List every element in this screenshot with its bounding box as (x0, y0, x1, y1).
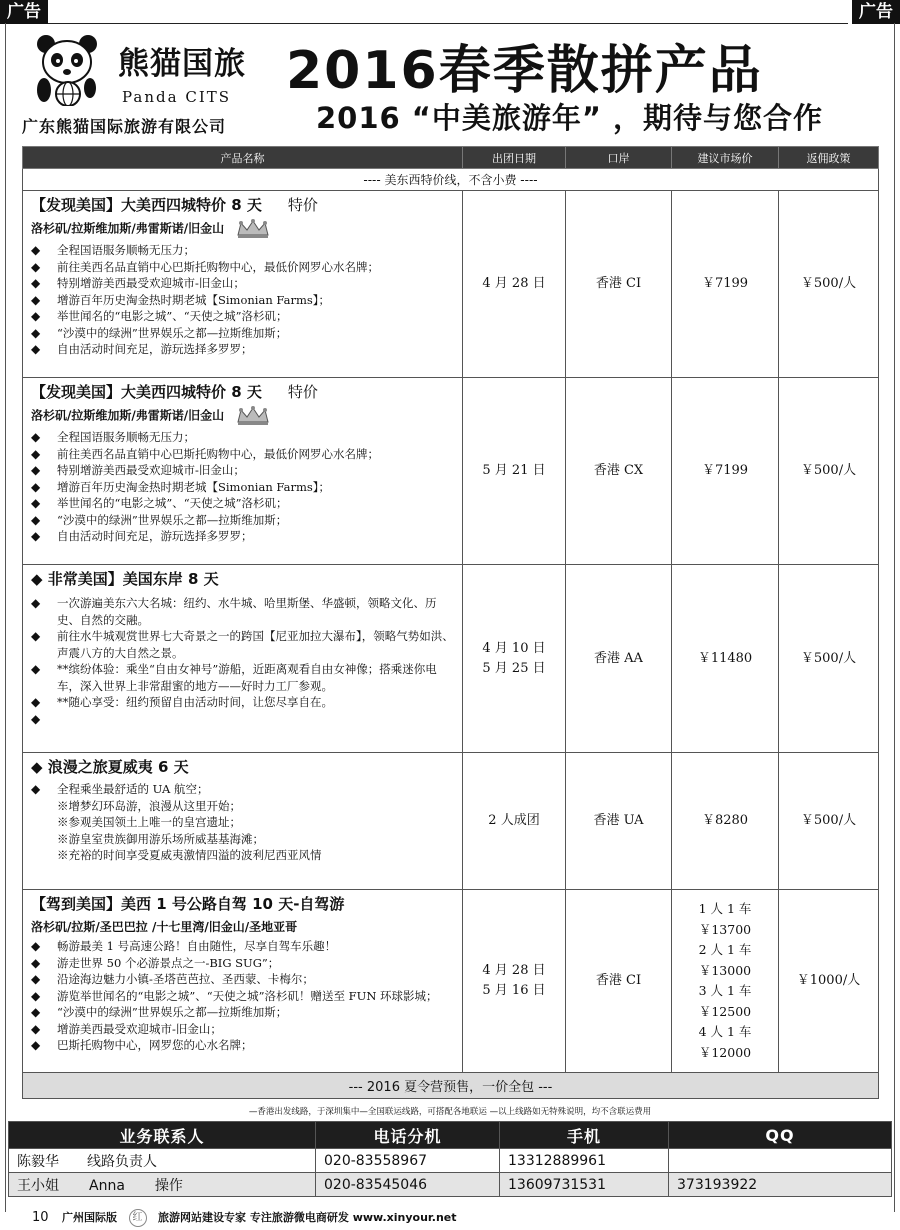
table-footer-row (23, 1073, 879, 1099)
page-headline: 2016春季散拼产品 (286, 41, 763, 101)
list-item: ◆ 全程乘坐最舒适的 UA 航空； (31, 781, 456, 798)
feature-list (31, 781, 456, 864)
price-cell: ￥11480 (672, 565, 779, 753)
product-title (31, 381, 456, 402)
list-item: ◆ “沙漠中的绿洲”世界娱乐之都—拉斯维加斯； (31, 1004, 456, 1021)
contact-mobile: 13609731531 (500, 1173, 669, 1197)
list-item: ◆ 特别增游美西最受欢迎城市-旧金山； (31, 462, 456, 479)
page-number: 10 (32, 1210, 49, 1225)
commission-cell: ￥500/人 (779, 378, 879, 565)
date-line: 4 月 28 日 (482, 963, 546, 978)
product-title: ◆ 浪漫之旅夏威夷 6 天 (31, 758, 189, 776)
price-line: 4 人 1 车 (698, 1024, 752, 1039)
special-tag: 特价 (287, 383, 318, 401)
logo-chinese-name: 熊猫国旅 (118, 46, 246, 82)
list-item: ◆ 举世闻名的“电影之城”、“天使之城”洛杉矶； (31, 308, 456, 325)
header-date: 出团日期 (463, 147, 566, 169)
table-footer-text: --- 2016 夏令营预售，一价全包 --- (23, 1073, 879, 1099)
contact-qq (669, 1149, 892, 1173)
contact-person (9, 1173, 316, 1197)
date-line: 5 月 25 日 (482, 660, 546, 676)
product-title: ◆ 非常美国】美国东岸 8 天 (31, 570, 219, 588)
price-cell: ￥7199 (672, 378, 779, 565)
contact-phone: 020-83558967 (316, 1149, 500, 1173)
contact-phone: 020-83545046 (316, 1173, 500, 1197)
list-item: ※充裕的时间享受夏威夷激情四溢的波利尼西亚风情 (57, 848, 322, 862)
footer-slogan: 旅游网站建设专家 专注旅游微电商研发 www.xinyour.net (158, 1211, 457, 1224)
ad-label-left: 广告 (0, 0, 48, 24)
list-item: ◆ **随心享受：纽约预留自由活动时间，让您尽享自在。 (31, 694, 456, 711)
date-cell: 4 月 28 日 (463, 191, 566, 378)
section-row (23, 169, 879, 191)
list-item: ◆ 游走世界 50 个必游景点之一-BIG SUG”； (31, 955, 456, 972)
feature-list (31, 595, 456, 727)
price-cell: ￥8280 (672, 753, 779, 890)
footer-brand: 广州国际版 (62, 1211, 118, 1224)
page-footer (32, 1209, 457, 1227)
product-title (31, 194, 456, 215)
list-item: ※增梦幻环岛游，浪漫从这里开始； (57, 798, 241, 813)
product-cell (23, 378, 463, 565)
contact-name: 陈毅华 (17, 1153, 59, 1170)
list-item: ◆ 自由活动时间充足，游玩选择多罗罗； (31, 341, 456, 358)
table-row (23, 191, 879, 378)
date-cell: 5 月 21 日 (463, 378, 566, 565)
commission-cell: ￥1000/人 (779, 890, 879, 1073)
panda-icon (32, 32, 102, 106)
contact-name: 王小姐 (17, 1177, 59, 1194)
product-title-text: 【发现美国】大美西四城特价 8 天 (31, 196, 262, 214)
port-cell: 香港 CI (566, 890, 672, 1073)
route-note: —香港出发线路，于深圳集中—全国联运线路，可搭配各地联运 —以上线路如无特殊说明，均不含联运费用 (248, 1107, 652, 1117)
company-logo (22, 30, 270, 140)
header-mobile: 手机 (500, 1122, 669, 1149)
date-cell (463, 565, 566, 753)
list-item: ◆ **缤纷体验：乘坐“自由女神号”游船，近距离观看自由女神像；搭乘迷你电车，深入世界上非常甜蜜的地方——好时力工厂参观。 (31, 661, 456, 694)
product-table (22, 146, 879, 1099)
product-cell (23, 191, 463, 378)
list-item: ◆ 全程国语服务顺畅无压力； (31, 429, 456, 446)
list-item: ◆ “沙漠中的绿洲”世界娱乐之都—拉斯维加斯； (31, 512, 456, 529)
commission-cell: ￥500/人 (779, 191, 879, 378)
price-line: ￥12500 (698, 1003, 752, 1019)
contact-table (8, 1121, 892, 1197)
date-line: 4 月 10 日 (482, 640, 546, 656)
header-port: 口岸 (566, 147, 672, 169)
product-cell (23, 890, 463, 1073)
list-item: ※游皇室贵族御用游乐场所威基基海滩； (57, 831, 264, 846)
crown-icon (236, 219, 270, 239)
list-item: ◆ 前往水牛城观赏世界七大奇景之一的跨国【尼亚加拉大瀑布】，领略气势如洪、声震八方的大自然之景。 (31, 628, 456, 661)
product-route (31, 219, 456, 239)
special-tag: 特价 (287, 196, 318, 214)
price-cell (672, 890, 779, 1073)
contact-person (9, 1149, 316, 1173)
table-row (23, 890, 879, 1073)
contact-row (9, 1149, 892, 1173)
list-item: ◆ 自由活动时间充足，游玩选择多罗罗； (31, 528, 456, 545)
crown-icon (236, 406, 270, 426)
table-row (23, 753, 879, 890)
list-item (31, 711, 456, 728)
product-cell (23, 753, 463, 890)
page-subheadline: 2016 “中美旅游年” ，期待与您合作 (316, 101, 824, 135)
contact-role: 线路负责人 (87, 1153, 157, 1170)
product-cell (23, 565, 463, 753)
feature-list (31, 242, 456, 358)
contact-mobile: 13312889961 (500, 1149, 669, 1173)
product-route-text: 洛杉矶/拉斯维加斯/弗雷斯诺/旧金山 (31, 221, 225, 236)
contact-header-row (9, 1122, 892, 1149)
commission-cell: ￥500/人 (779, 565, 879, 753)
price-line: 2 人 1 车 (698, 942, 752, 957)
price-line: ￥12000 (698, 1044, 752, 1060)
contact-english-name: Anna (89, 1177, 125, 1194)
product-route-text: 洛杉矶/拉斯维加斯/弗雷斯诺/旧金山 (31, 408, 225, 423)
date-line: 5 月 16 日 (482, 983, 546, 998)
commission-cell: ￥500/人 (779, 753, 879, 890)
header-product: 产品名称 (23, 147, 463, 169)
list-item: ◆ 前往美西名品直销中心巴斯托购物中心，最低价网罗心水名牌； (31, 259, 456, 276)
company-name: 广东熊猫国际旅游有限公司 (22, 117, 227, 136)
list-item: ◆ 畅游最美 1 号高速公路！自由随性，尽享自驾车乐趣！ (31, 938, 456, 955)
port-cell: 香港 AA (566, 565, 672, 753)
list-item: ◆ “沙漠中的绿洲”世界娱乐之都—拉斯维加斯； (31, 325, 456, 342)
header-phone: 电话分机 (316, 1122, 500, 1149)
list-item: ◆ 特别增游美西最受欢迎城市-旧金山； (31, 275, 456, 292)
logo-english-name: Panda CITS (122, 88, 232, 106)
price-line: ￥13700 (698, 921, 752, 937)
ad-label-right: 广告 (852, 0, 900, 24)
list-item: ◆ 游览举世闻名的“电影之城”、“天使之城”洛杉矶！赠送至 FUN 环球影城； (31, 988, 456, 1005)
header-commission: 返佣政策 (779, 147, 879, 169)
port-cell: 香港 CX (566, 378, 672, 565)
list-item: ◆ 举世闻名的“电影之城”、“天使之城”洛杉矶； (31, 495, 456, 512)
table-row (23, 378, 879, 565)
section-title: ---- 美东西特价线，不含小费 ---- (23, 169, 879, 191)
date-cell (463, 890, 566, 1073)
price-line: ￥13000 (698, 962, 752, 978)
list-item: ◆ 全程国语服务顺畅无压力； (31, 242, 456, 259)
header-contact: 业务联系人 (9, 1122, 316, 1149)
port-cell: 香港 UA (566, 753, 672, 890)
product-route: 洛杉矶/拉斯/圣巴巴拉 /十七里湾/旧金山/圣地亚哥 (31, 920, 298, 934)
table-header-row (23, 147, 879, 169)
product-route (31, 406, 456, 426)
table-row (23, 565, 879, 753)
feature-list (31, 938, 456, 1054)
product-title: 【驾到美国】美西 1 号公路自驾 10 天-自驾游 (31, 895, 345, 913)
feature-list (31, 429, 456, 545)
list-item: ◆ 巴斯托购物中心，网罗您的心水名牌； (31, 1037, 456, 1054)
port-cell: 香港 CI (566, 191, 672, 378)
list-item: ◆ 沿途海边魅力小镇-圣塔芭芭拉、圣西蒙、卡梅尔； (31, 971, 456, 988)
list-item: ◆ 一次游遍美东六大名城：纽约、水牛城、哈里斯堡、华盛顿，领略文化、历史、自然的交融。 (31, 595, 456, 628)
contact-role: 操作 (154, 1177, 183, 1194)
price-line: 3 人 1 车 (698, 983, 752, 998)
list-item: ※参观美国领土上唯一的皇宫遗址； (57, 815, 241, 829)
list-item: ◆ 增游百年历史淘金热时期老城【Simonian Farms】； (31, 292, 456, 309)
price-cell: ￥7199 (672, 191, 779, 378)
contact-qq: 373193922 (669, 1173, 892, 1197)
list-item: ◆ 前往美西名品直销中心巴斯托购物中心，最低价网罗心水名牌； (31, 446, 456, 463)
header-qq: QQ (669, 1122, 892, 1149)
list-item: ◆ 增游美西最受欢迎城市-旧金山； (31, 1021, 456, 1038)
date-cell: 2 人成团 (463, 753, 566, 890)
footer-logo-icon: 红 (129, 1209, 147, 1227)
contact-row (9, 1173, 892, 1197)
product-title-text: 【发现美国】大美西四城特价 8 天 (31, 383, 262, 401)
price-line: 1 人 1 车 (698, 901, 752, 916)
list-item: ◆ 增游百年历史淘金热时期老城【Simonian Farms】； (31, 479, 456, 496)
header-price: 建议市场价 (672, 147, 779, 169)
